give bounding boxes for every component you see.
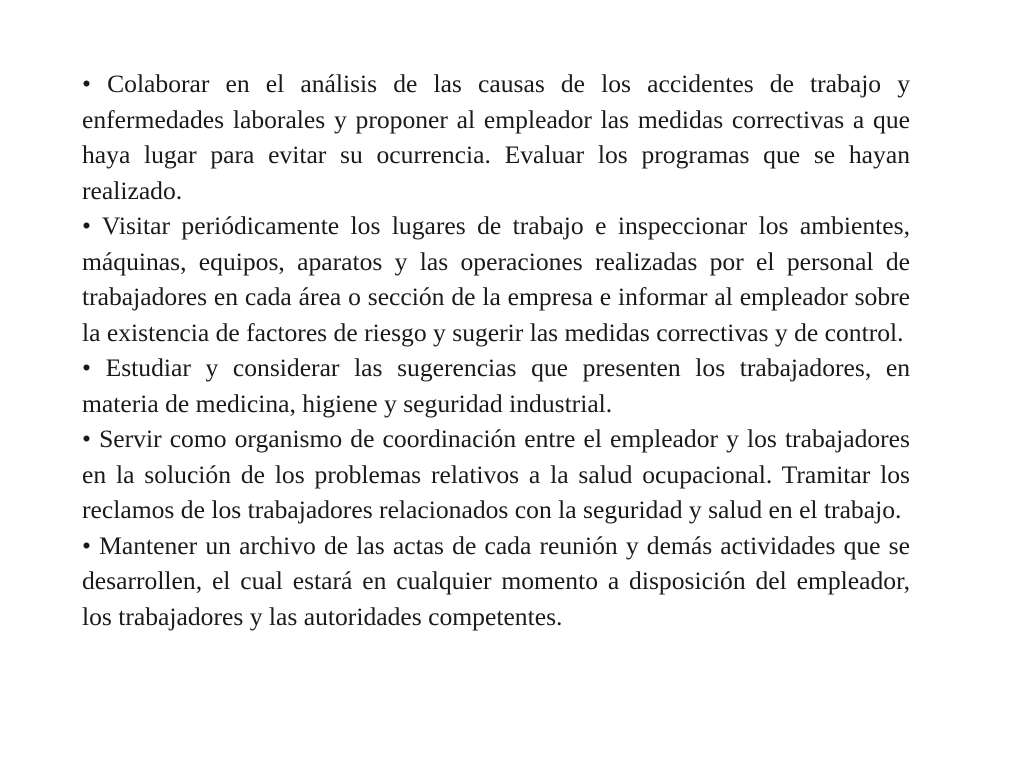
bullet-list: [82, 66, 910, 634]
bullet-text: Estudiar y considerar las sugerencias que presenten los trabajadores, en materia de medicina, higiene y seguridad industrial.: [82, 353, 910, 418]
bullet-icon: •: [82, 424, 91, 453]
bullet-item: [82, 208, 910, 350]
bullet-item: [82, 66, 910, 208]
bullet-item: [82, 421, 910, 528]
bullet-text: Mantener un archivo de las actas de cada reunión y demás actividades que se desarrollen, el cual estará en cualquier momento a disposición del empleador, los trabajadores y las autoridades competentes.: [82, 530, 910, 631]
bullet-icon: •: [82, 353, 91, 382]
bullet-item: [82, 350, 910, 421]
bullet-text: Servir como organismo de coordinación entre el empleador y los trabajadores en la solución de los problemas relativos a la salud ocupacional. Tramitar los reclamos de los trabajadores relacionados con la seguridad y salud en el trabajo.: [82, 424, 911, 524]
bullet-icon: •: [82, 211, 91, 240]
bullet-icon: •: [82, 69, 91, 98]
bullet-icon: •: [82, 530, 91, 560]
bullet-item: [82, 528, 910, 635]
bullet-text: Visitar periódicamente los lugares de trabajo e inspeccionar los ambientes, máquinas, equipos, aparatos y las operaciones realizadas por el personal de trabajadores en cada área o sección de la empresa e informar al empleador sobre la existencia de factores de riesgo y sugerir las medidas correctivas y de control.: [82, 211, 910, 347]
bullet-text: Colaborar en el análisis de las causas de los accidentes de trabajo y enfermedades laborales y proponer al empleador las medidas correctivas a que haya lugar para evitar su ocurrencia. Evaluar los programas que se hayan realizado.: [82, 69, 910, 205]
